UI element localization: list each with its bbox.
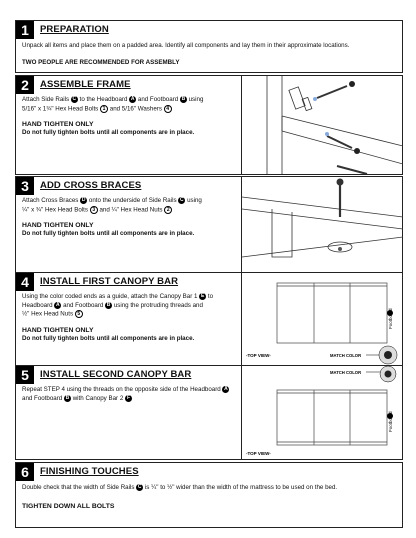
part-badge: A bbox=[56, 301, 60, 308]
step-1 bbox=[15, 20, 403, 73]
hardware-badge: 5 bbox=[75, 310, 83, 318]
step-3 bbox=[15, 176, 403, 276]
top-view-label: -TOP VIEW- bbox=[246, 353, 271, 358]
step-note: TWO PEOPLE ARE RECOMMENDED FOR ASSEMBLY bbox=[22, 59, 180, 66]
part-badge: C bbox=[137, 484, 142, 490]
step-text: Using the color coded ends as a guide, attach the Canopy Bar 1 E to Headboard A and Footboard B using the protruding threads and ½" Hex Head Nuts 5 bbox=[22, 293, 214, 319]
step-text: Unpack all items and place them on a padded area. Identify all components and lay them in their approximate locations. bbox=[22, 42, 350, 49]
step-number: 4 bbox=[16, 273, 34, 291]
step-heading: HAND TIGHTEN ONLY bbox=[22, 327, 94, 334]
match-color-label: MATCH COLOR bbox=[330, 370, 362, 375]
step-number: 1 bbox=[16, 21, 34, 39]
canopy-top-view-2 bbox=[241, 366, 402, 459]
top-view-label: -TOP VIEW- bbox=[246, 451, 271, 456]
step-title: ASSEMBLE FRAME bbox=[40, 79, 131, 90]
step-title: ADD CROSS BRACES bbox=[40, 180, 142, 191]
footboard-label: Footboard bbox=[388, 308, 393, 329]
part-badge: B bbox=[181, 96, 186, 102]
part-badge: F bbox=[126, 394, 131, 401]
step-number: 2 bbox=[16, 76, 34, 94]
part-badge: E bbox=[201, 293, 205, 299]
step-number: 3 bbox=[16, 177, 34, 195]
part-badge: B bbox=[106, 301, 111, 308]
step-subnote: Do not fully tighten bolts until all components are in place. bbox=[22, 129, 195, 136]
step-heading: HAND TIGHTEN ONLY bbox=[22, 222, 94, 229]
step-title: PREPARATION bbox=[40, 24, 109, 35]
hardware-badge: 2 bbox=[164, 206, 172, 214]
part-badge: A bbox=[130, 96, 135, 102]
canopy-top-view bbox=[241, 273, 402, 371]
step-number: 5 bbox=[16, 366, 34, 384]
step-title: INSTALL FIRST CANOPY BAR bbox=[40, 276, 179, 287]
part-badge: C bbox=[180, 197, 184, 203]
hardware-badge: 4 bbox=[164, 105, 172, 113]
step-text: Repeat STEP 4 using the threads on the opposite side of the Headboard A and Footboard B with Canopy Bar 2 F bbox=[22, 386, 228, 402]
frame-illustration bbox=[241, 76, 402, 174]
part-badge: D bbox=[81, 197, 86, 203]
step-number: 6 bbox=[16, 463, 34, 481]
footboard-label: Footboard bbox=[388, 411, 393, 432]
step-5 bbox=[15, 365, 403, 460]
part-badge: A bbox=[224, 386, 228, 392]
part-badge: C bbox=[72, 96, 77, 102]
instruction-page bbox=[15, 20, 403, 530]
step-6 bbox=[15, 462, 403, 528]
hardware-badge: 1 bbox=[100, 105, 108, 113]
step-4 bbox=[15, 272, 403, 372]
step-title: FINISHING TOUCHES bbox=[40, 466, 139, 477]
step-subnote: Do not fully tighten bolts until all components are in place. bbox=[22, 230, 195, 237]
step-title: INSTALL SECOND CANOPY BAR bbox=[40, 369, 192, 380]
step-subnote: Do not fully tighten bolts until all components are in place. bbox=[22, 335, 195, 342]
hardware-badge: 3 bbox=[90, 206, 98, 214]
match-color-label: MATCH COLOR bbox=[330, 353, 362, 358]
step-text: Double check that the width of Side Rails C is ¼" to ½" wider than the width of the mattress to be used on the bed. bbox=[22, 484, 338, 492]
step-heading: HAND TIGHTEN ONLY bbox=[22, 121, 94, 128]
cross-brace-illustration bbox=[241, 177, 402, 275]
step-2 bbox=[15, 75, 403, 175]
step-text: Attach Cross Braces D onto the underside of Side Rails C using ¼" x ¾" Hex Head Bolts 3 and ¼" Hex Head Nuts 2 bbox=[22, 197, 202, 214]
step-note: TIGHTEN DOWN ALL BOLTS bbox=[22, 503, 115, 510]
step-text: Attach Side Rails C to the Headboard A and Footboard B using 5/16" x 1¾" Hex Head Bolts 1 and 5/16" Washers 4 bbox=[22, 96, 204, 113]
part-badge: B bbox=[65, 394, 70, 401]
